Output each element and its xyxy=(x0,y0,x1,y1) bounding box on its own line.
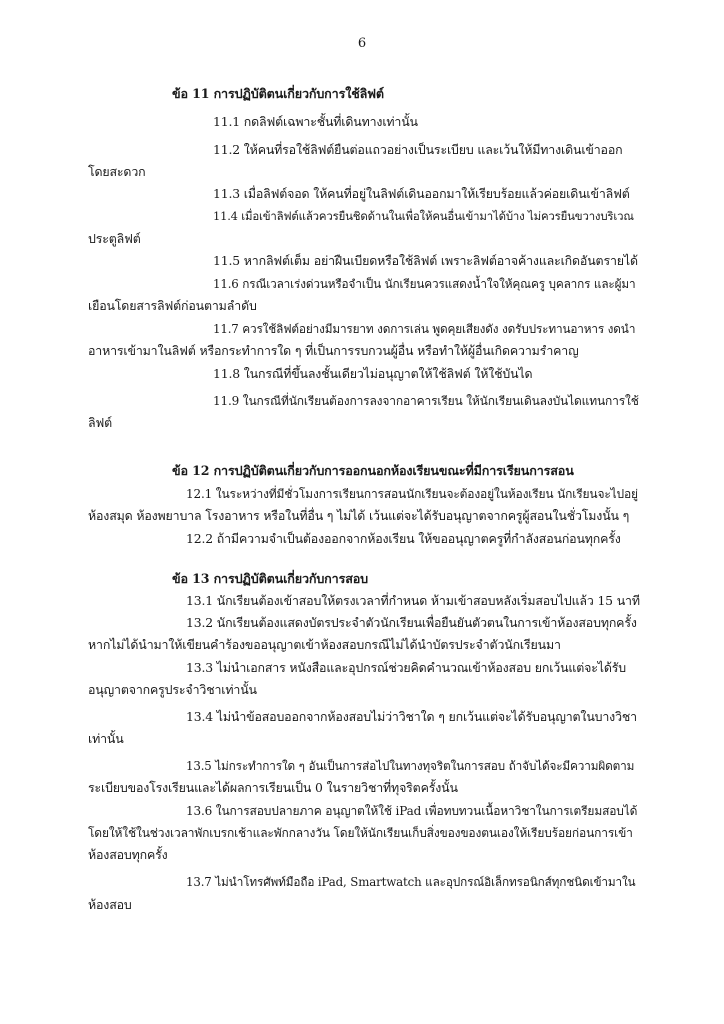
page-number: 6 xyxy=(357,36,367,51)
item-13-6-line-1: 13.6 ในการสอบปลายภาค อนุญาตให้ใช้ iPad เพื่อทบทวนเนื้อหาวิชาในการเตรียมสอบได้ xyxy=(186,804,638,818)
item-11-4-line-1: 11.4 เมื่อเข้าลิฟต์แล้วควรยืนชิดด้านในเพื่อให้คนอื่นเข้ามาได้บ้าง ไม่ควรยืนขวางบริเวณ xyxy=(213,209,634,223)
item-12-1-line-1: 12.1 ในระหว่างที่มีชั่วโมงการเรียนการสอนนักเรียนจะต้องอยู่ในห้องเรียน นักเรียนจะไปอยู่ xyxy=(186,487,638,501)
item-13-1-line-1: 13.1 นักเรียนต้องเข้าสอบให้ตรงเวลาที่กำหนด ห้ามเข้าสอบหลังเริ่มสอบไปแล้ว 15 นาที xyxy=(186,593,640,608)
item-11-3-line-1: 11.3 เมื่อลิฟต์จอด ให้คนที่อยู่ในลิฟต์เดินออกมาให้เรียบร้อยแล้วค่อยเดินเข้าลิฟต์ xyxy=(213,186,630,201)
item-13-6-line-3: ห้องสอบทุกครั้ง xyxy=(88,847,168,862)
item-11-6-line-1: 11.6 กรณีเวลาเร่งด่วนหรือจำเป็น นักเรียนควรแสดงน้ำใจให้คุณครู บุคลากร และผู้มา xyxy=(213,277,636,291)
item-11-5-line-1: 11.5 หากลิฟต์เต็ม อย่าฝืนเบียดหรือใช้ลิฟต์ เพราะลิฟต์อาจค้างและเกิดอันตรายได้ xyxy=(213,253,638,268)
item-11-4-line-2: ประตูลิฟต์ xyxy=(88,231,141,246)
item-13-4-line-1: 13.4 ไม่นำข้อสอบออกจากห้องสอบไม่ว่าวิชาใด ๆ ยกเว้นแต่จะได้รับอนุญาตในบางวิชา xyxy=(186,709,637,724)
item-13-4-line-2: เท่านั้น xyxy=(88,731,124,746)
item-13-5-line-1: 13.5 ไม่กระทำการใด ๆ อันเป็นการส่อไปในทางทุจริตในการสอบ ถ้าจับได้จะมีความผิดตาม xyxy=(186,759,635,773)
item-13-3-line-1: 13.3 ไม่นำเอกสาร หนังสือและอุปกรณ์ช่วยคิดคำนวณเข้าห้องสอบ ยกเว้นแต่จะได้รับ xyxy=(186,660,626,675)
item-11-2-line-2: โดยสะดวก xyxy=(88,164,146,179)
item-13-6-line-2: โดยให้ใช้ในช่วงเวลาพักเบรกเช้าและพักกลางวัน โดยให้นักเรียนเก็บสิ่งของของตนเองให้เรียบร้อยก่อนการเข้า xyxy=(88,826,633,840)
item-13-5-line-2: ระเบียบของโรงเรียนและได้ผลการเรียนเป็น 0 ในรายวิชาที่ทุจริตครั้งนั้น xyxy=(88,780,458,795)
item-11-1-line-1: 11.1 กดลิฟต์เฉพาะชั้นที่เดินทางเท่านั้น xyxy=(213,114,418,129)
item-11-9-line-2: ลิฟต์ xyxy=(88,415,112,430)
item-11-8-line-1: 11.8 ในกรณีที่ขึ้นลงชั้นเดียวไม่อนุญาตให้ใช้ลิฟต์ ให้ใช้บันได xyxy=(213,366,533,381)
item-13-7-line-2: ห้องสอบ xyxy=(88,897,132,912)
item-12-1-line-2: ห้องสมุด ห้องพยาบาล โรงอาหาร หรือในที่อื่น ๆ ไม่ได้ เว้นแต่จะได้รับอนุญาตจากครูผู้สอนในชั่วโมงนั้น ๆ xyxy=(88,508,630,523)
section-13-heading: ข้อ 13 การปฏิบัติตนเกี่ยวกับการสอบ xyxy=(172,571,368,586)
section-11-heading: ข้อ 11 การปฏิบัติตนเกี่ยวกับการใช้ลิฟต์ xyxy=(172,86,384,101)
item-11-7-line-2: อาหารเข้ามาในลิฟต์ หรือกระทำการใด ๆ ที่เป็นการรบกวนผู้อื่น หรือทำให้ผู้อื่นเกิดความรำคาญ xyxy=(88,343,579,358)
item-11-6-line-2: เยือนโดยสารลิฟต์ก่อนตามลำดับ xyxy=(88,298,257,313)
item-13-2-line-2: หากไม่ได้นำมาให้เขียนคำร้องขออนุญาตเข้าห้องสอบกรณีไม่ได้นำบัตรประจำตัวนักเรียนมา xyxy=(88,637,561,652)
item-11-7-line-1: 11.7 ควรใช้ลิฟต์อย่างมีมารยาท งดการเล่น พูดคุยเสียงดัง งดรับประทานอาหาร งดนำ xyxy=(213,322,636,336)
item-12-2-line-1: 12.2 ถ้ามีความจำเป็นต้องออกจากห้องเรียน ให้ขออนุญาตครูที่กำลังสอนก่อนทุกครั้ง xyxy=(186,531,621,546)
item-13-3-line-2: อนุญาตจากครูประจำวิชาเท่านั้น xyxy=(88,682,257,697)
item-11-2-line-1: 11.2 ให้คนที่รอใช้ลิฟต์ยืนต่อแถวอย่างเป็นระเบียบ และเว้นให้มีทางเดินเข้าออก xyxy=(213,142,623,157)
item-13-2-line-1: 13.2 นักเรียนต้องแสดงบัตรประจำตัวนักเรียนเพื่อยืนยันตัวตนในการเข้าห้องสอบทุกครั้ง xyxy=(186,615,637,630)
item-13-7-line-1: 13.7 ไม่นำโทรศัพท์มือถือ iPad, Smartwatch และอุปกรณ์อิเล็กทรอนิกส์ทุกชนิดเข้ามาใน xyxy=(186,875,636,889)
item-11-9-line-1: 11.9 ในกรณีที่นักเรียนต้องการลงจากอาคารเรียน ให้นักเรียนเดินลงบันไดแทนการใช้ xyxy=(213,394,639,408)
section-12-heading: ข้อ 12 การปฏิบัติตนเกี่ยวกับการออกนอกห้องเรียนขณะที่มีการเรียนการสอน xyxy=(172,463,574,478)
